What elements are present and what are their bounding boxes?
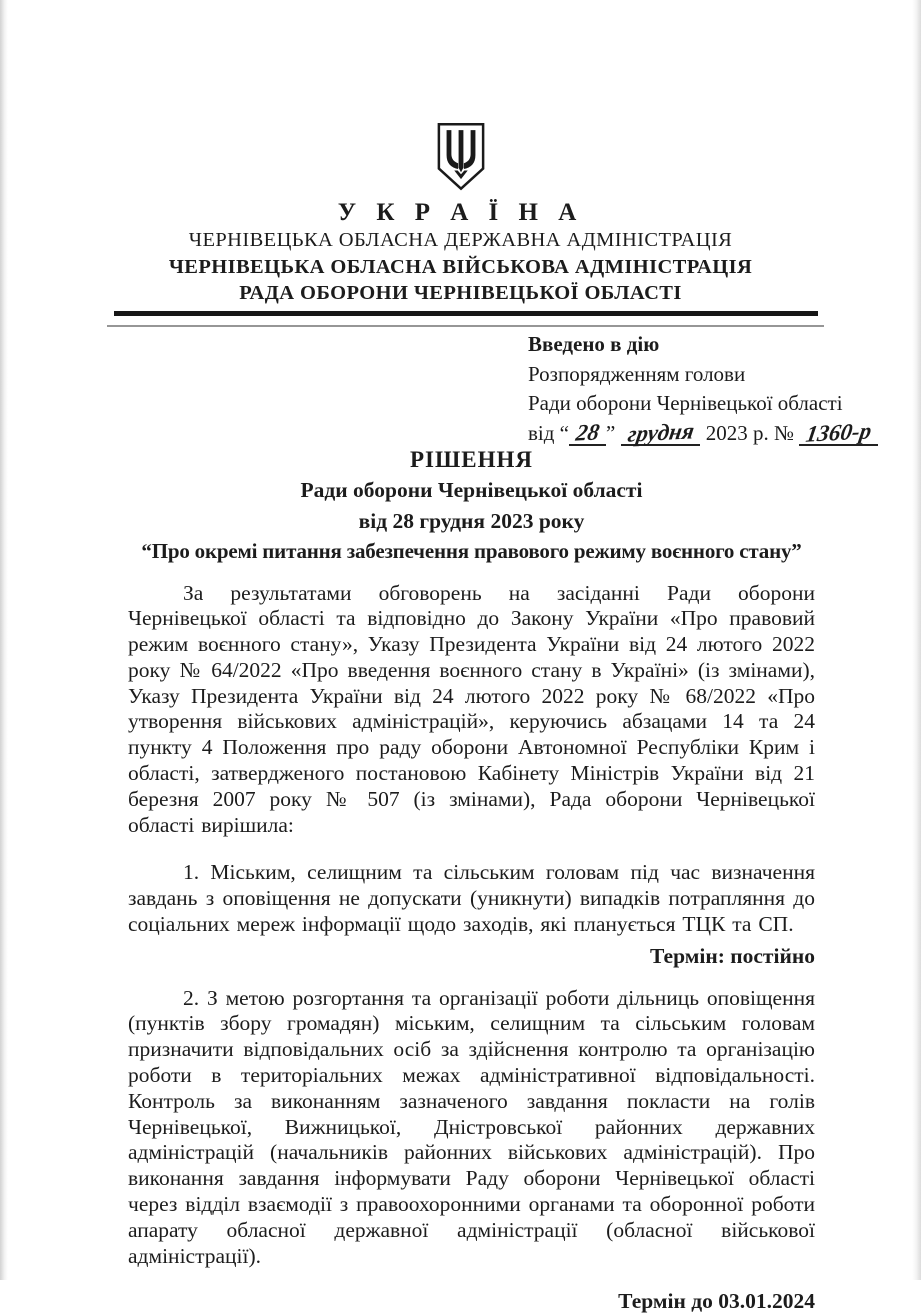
ukraine-coat-of-arms-icon [436,122,486,192]
item-1-paragraph: 1. Міським, селищним та сільським головам під час визначення завдань з оповіщення не допускати (уникнути) випадків потрапляння до соціальних мереж інформації щодо заходів, які планується ТЦК та СП. [128,860,815,937]
scan-edge-right [912,0,921,1280]
item-2-term: Термін до 03.01.2024 [128,1289,815,1315]
handwritten-day: 28 [567,421,607,444]
approval-date-line [528,419,878,449]
approval-title: Введено в дію [528,330,878,360]
approval-date-prefix: від “ [528,421,569,445]
handwritten-number: 1360-р [798,420,880,445]
approval-stamp-block [528,330,878,448]
scan-edge-left [0,0,8,1280]
header-rule-thick [114,311,818,316]
org-line-defense-council: РАДА ОБОРОНИ ЧЕРНІВЕЦЬКОЇ ОБЛАСТІ [0,280,921,307]
org-line-state-administration: ЧЕРНІВЕЦЬКА ОБЛАСНА ДЕРЖАВНА АДМІНІСТРАЦІЯ [0,227,921,254]
document-header [0,0,921,327]
decision-heading: РІШЕННЯ [128,445,815,476]
country-name: У К Р А Ї Н А [0,199,921,227]
decision-date: від 28 грудня 2023 року [128,506,815,537]
item-2-paragraph: 2. З метою розгортання та організації роботи дільниць оповіщення (пунктів збору громадян) міським, селищним та сільським головам призначити відповідальних осіб за здійснення контролю та організацію роботи в територіальних межах адміністративної відповідальності. Контроль за виконанням зазначеного завдання покласти на голів Чернівецької, Вижницької, Дністровської районних державних адміністрацій (начальників районних військових адміністрацій). Про виконання завдання інформувати Раду оборони Чернівецької області через відділ взаємодії з правоохоронними органами та оборонної роботи апарату обласної державної адміністрації (обласної військової адміністрації). [128,986,815,1270]
approval-line-2: Розпорядженням голови [528,360,878,390]
org-line-military-administration: ЧЕРНІВЕЦЬКА ОБЛАСНА ВІЙСЬКОВА АДМІНІСТРАЦІЯ [0,254,921,281]
decision-title-block [128,445,815,567]
intro-paragraph: За результатами обговорень на засіданні Ради оборони Чернівецької області та відповідно до Закону України «Про правовий режим воєнного стану», Указу Президента України від 24 лютого 2022 року № 64/2022 «Про введення воєнного стану в Україні» (із змінами), Указу Президента України від 24 лютого 2022 року № 68/2022 «Про утворення військових адміністрацій», керуючись абзацами 14 та 24 пункту 4 Положення про раду оборони Автономної Республіки Крим і області, затвердженого постановою Кабінету Міністрів України від 21 березня 2007 року № 507 (із змінами), Рада оборони Чернівецької області вирішила: [128,581,815,839]
decision-subheading: Ради оборони Чернівецької області [128,475,815,506]
header-rule-thin [107,325,824,327]
approval-date-mid: ” [606,421,615,445]
handwritten-month: грудня [619,420,702,445]
approval-date-suffix: 2023 р. № [706,421,794,445]
item-1-term: Термін: постійно [128,944,815,970]
decision-subject: “Про окремі питання забезпечення правового режиму воєнного стану” [128,536,815,567]
document-body [128,581,815,1315]
approval-line-3: Ради оборони Чернівецької області [528,389,878,419]
